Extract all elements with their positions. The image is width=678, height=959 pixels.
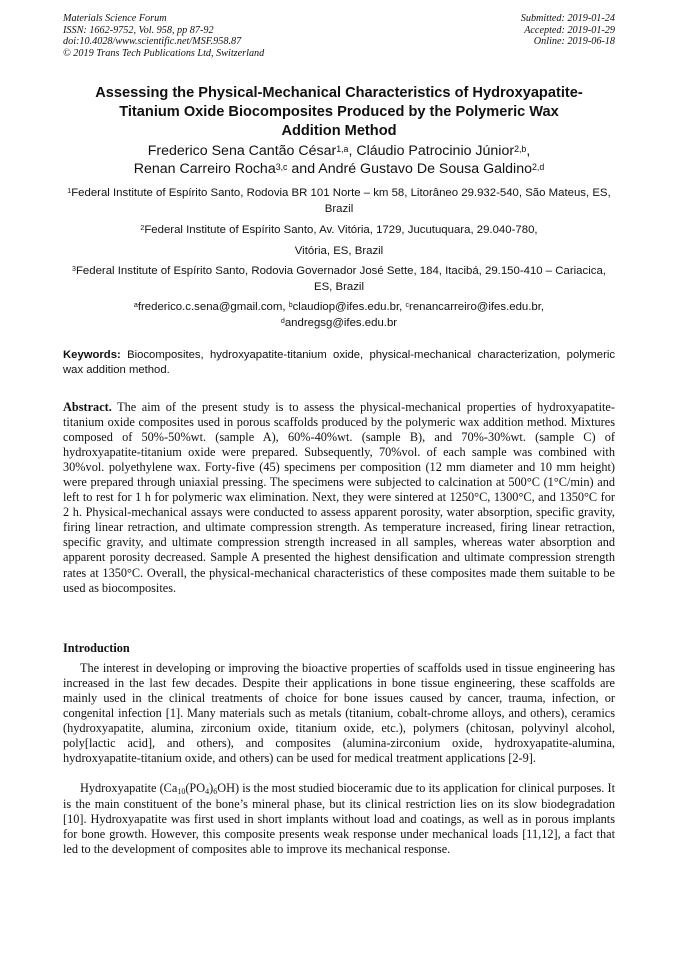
title-line: Assessing the Physical-Mechanical Characteristics of Hydroxyapatite-: [95, 85, 583, 101]
author-line: [60, 161, 618, 179]
author-affiliation-mark: 1,a: [336, 144, 349, 155]
author-affiliation-mark: 2,b: [514, 144, 527, 155]
subscript: 6: [213, 786, 218, 796]
affiliation-text: Federal Institute of Espírito Santo, Rodovia Governador José Sette, 184, Itacibá, 29.150-410 – Cariacica, ES, Brazil: [75, 265, 606, 293]
affiliation-mark: 1: [67, 187, 72, 195]
author-affiliation-mark: 2,d: [531, 161, 545, 172]
author-emails: [63, 299, 615, 331]
paragraph-text: OH) is the most studied bioceramic due to its application for clinical purposes. It is the main constituent of the bone’s mineral phase, but its clinical restriction lies on its slow biodegradation [10]. Hydroxyapatite was first used in short implants without load and coatings, as well as in porous implants for bone growth. However, this composite presents weak response under mechanical loads [11,12], a fact that led to the development of composites able to improve its mechanical response.: [63, 781, 615, 857]
paragraph-text: Hydroxyapatite (Ca: [80, 781, 178, 795]
journal-info: [63, 13, 264, 59]
email-mark: a: [133, 301, 138, 309]
abstract-label: Abstract.: [63, 400, 112, 414]
email-line: [63, 315, 615, 331]
author-name: André Gustavo De Sousa Galdino: [318, 160, 532, 177]
email-link[interactable]: renancarreiro@ifes.edu.br: [409, 301, 541, 313]
subscript: 4: [205, 786, 210, 796]
title-line: Titanium Oxide Biocomposites Produced by the Polymeric Wax: [119, 104, 559, 120]
affiliation-3: [63, 263, 615, 295]
email-mark: c: [405, 301, 410, 309]
journal-doi: doi:10.4028/www.scientific.net/MSF.958.87: [63, 36, 242, 48]
journal-name: Materials Science Forum: [63, 13, 167, 24]
title-line: Addition Method: [281, 123, 397, 139]
email-link[interactable]: claudiop@ifes.edu.br: [292, 301, 400, 313]
date-submitted: Submitted: 2019-01-24: [520, 13, 615, 24]
author-affiliation-mark: 3,c: [275, 161, 288, 172]
email-mark: d: [280, 317, 285, 325]
affiliation-line: Vitória, ES, Brazil: [294, 245, 384, 257]
keywords-text: Biocomposites, hydroxyapatite-titanium oxide, physical-mechanical characterization, polymeric wax addition method.: [63, 349, 615, 376]
journal-issn: ISSN: 1662-9752, Vol. 958, pp 87-92: [63, 24, 214, 36]
author-name: Renan Carreiro Rocha: [133, 160, 276, 177]
introduction-paragraph-2: [63, 781, 615, 857]
subscript: 10: [177, 786, 186, 796]
author-list: [60, 143, 618, 178]
section-heading-introduction: Introduction: [63, 641, 130, 655]
keywords-label: Keywords:: [63, 349, 121, 361]
introduction-paragraph-1: The interest in developing or improving the bioactive properties of scaffolds used in tissue engineering has increased in the last few decades. Despite their applications in bone tissue engineering, these scaffolds are mainly used in the clinical treatments of choice for bone issues caused by cancer, trauma, infection, or congenital infection [1]. Many materials such as metals (titanium, cobalt-chrome alloys, and others), ceramics (hydroxyapatite, alumina, zirconium oxide, titanium oxide, etc.), polymers (chitosan, polyvinyl alcohol, poly[lactic acid], and others), and composites (alumina-zirconium oxide, hydroxyapatite-alumina, hydroxyapatite-titanium oxide, and others) can be used for medical treatment applications [2-9].: [63, 661, 615, 766]
affiliation-mark: 3: [72, 265, 76, 273]
author-name: Frederico Sena Cantão César: [147, 143, 337, 159]
author-separator: ,: [526, 143, 531, 159]
affiliation-2: [63, 222, 615, 259]
affiliation-mark: 2: [140, 224, 145, 232]
abstract-text: The aim of the present study is to assess the physical-mechanical properties of hydroxyapatite-titanium oxide composites used in porous scaffolds produced by the polymeric wax addition method. Mixtures composed of 50%-50%wt. (sample A), 60%-40%wt. (sample B), and 70%-30%wt. (sample C) of hydroxyapatite-titanium oxide were prepared. Subsequently, 70%vol. of each sample was combined with 30%vol. polyethylene wax. Forty-five (45) specimens per composition (12 mm diameter and 10 mm height) were prepared through uniaxial pressing. The specimens were subjected to calcination at 500°C (1°C/min) and left to rest for 1 h for polymeric wax elimination. Next, they were sintered at 1250°C, 1300°C, and 1350°C for 2 h. Physical-mechanical assays were conducted to assess apparent porosity, water absorption, specific gravity, firing linear retraction, and ultimate compression strength. As temperature increased, firing linear retraction, specific gravity, and ultimate compression strength increased in all samples, whereas water absorption and apparent porosity decreased. Sample A presented the highest densification and ultimate compression strength rates at 1350°C. Overall, the physical-mechanical characteristics of these composites made them suitable to be used as biocomposites.: [63, 400, 615, 595]
date-accepted: Accepted: 2019-01-29: [524, 24, 615, 36]
abstract: [63, 400, 615, 596]
affiliation-text: Federal Institute of Espírito Santo, Av. Vitória, 1729, Jucutuquara, 29.040-780,: [144, 224, 538, 236]
journal-copyright: © 2019 Trans Tech Publications Ltd, Switzerland: [63, 47, 265, 59]
email-link[interactable]: frederico.c.sena@gmail.com: [137, 301, 283, 313]
email-line: $^a$frederico.c.sena@gmail.com, $^b$claudiop@ifes.edu.br, $^c$renancarreiro@ifes.edu.br,: [133, 301, 545, 313]
date-online: Online: 2019-06-18: [533, 36, 615, 48]
paragraph-text: (PO: [185, 781, 206, 795]
affiliation-line: [63, 222, 615, 238]
publication-dates: [521, 13, 615, 48]
author-separator: and: [287, 160, 319, 177]
author-name: Cláudio Patrocinio Júnior: [356, 143, 515, 159]
keywords: [63, 348, 615, 378]
paper-title: [60, 84, 618, 141]
affiliation-text: Federal Institute of Espírito Santo, Rodovia BR 101 Norte – km 58, Litorâneo 29.932-540, São Mateus, ES, Brazil: [71, 187, 611, 215]
paragraph-text: ): [209, 781, 214, 795]
email-mark: b: [288, 301, 293, 309]
author-line: [60, 143, 618, 161]
affiliation-1: [63, 185, 615, 217]
author-separator: ,: [348, 143, 357, 159]
email-link[interactable]: andregsg@ifes.edu.br: [284, 317, 398, 329]
